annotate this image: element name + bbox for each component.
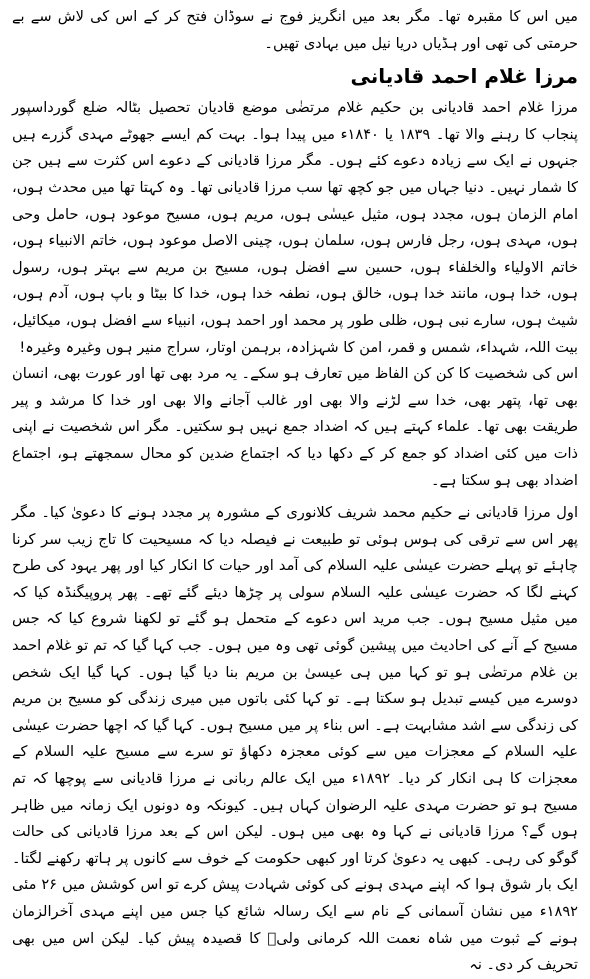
intro-paragraph: میں اس کا مقبرہ تھا۔ مگر بعد میں انگریز فوج نے سوڈان فتح کر کے اس کی لاش سے بے حرمتی کی تھی اور ہڈیاں دریا نیل میں بہادی تھیں۔ — [12, 8, 578, 52]
section-heading: مرزا غلام احمد قادیانی — [350, 64, 578, 89]
paragraph-personality: اس کی شخصیت کا کن کن الفاظ میں تعارف ہو سکے۔ یہ مرد بھی تھا اور عورت بھی، انسان بھی تھا، پتھر بھی، خدا سے لڑنے والا بھی اور غالب آجانے والا بھی اور خدا کا مرشد و پیر طریقت بھی تھا۔ علماء کہتے ہیں کہ اضداد جمع نہیں ہو سکتیں۔ مگر اس شخصیت نے اپنی ذات میں کئی اضداد کو جمع کر کے دکھا دیا کہ اجتماع ضدین کو محال سمجھتے ہو، اجتماع اضداد بھی ہو سکتا ہے۔ — [12, 365, 578, 489]
paragraph-biography: مرزا غلام احمد قادیانی بن حکیم غلام مرتضٰی موضع قادیان تحصیل بٹالہ ضلع گورداسپور پنجاب کا رہنے والا تھا۔ ۱۸۳۹ یا ۱۸۴۰ء میں پیدا ہوا۔ بہت کم ایسے جھوٹے مہدی گزرے ہیں جنہوں نے ایک سے زیادہ دعوے کئے ہوں۔ مگر مرزا قادیانی کے دعوے اس کثرت سے ہیں جن کا شمار نہیں۔ دنیا جہاں میں جو کچھ تھا سب مرزا قادیانی تھا۔ وہ کہتا تھا میں محدث ہوں، امام الزمان ہوں، مجدد ہوں، مثیل عیسٰی ہوں، مریم ہوں، مسیح موعود ہوں، حامل وحی ہوں، مہدی ہوں، رجل فارس ہوں، سلمان ہوں، چینی الاصل موعود ہوں، خاتم الانبیاء ہوں، خاتم الاولیاء والخلفاء ہوں، حسین سے افضل ہوں، مسیح بن مریم سے بہتر ہوں، رسول ہوں، خدا ہوں، مانند خدا ہوں، خالق ہوں، نطفہ خدا ہوں، خدا کا بیٹا و باپ ہوں، آدم ہوں، شیث ہوں، سارے نبی ہوں، ظلی طور پر محمد اور احمد ہوں، انبیاء سے افضل ہوں، میکائیل، بیت اللہ، شہداء، شمس و قمر، امن کا شہزادہ، برہمن اوتار، سراج منیر ہوں وغیرہ وغیرہ! — [12, 99, 578, 356]
paragraph-claims: اول مرزا قادیانی نے حکیم محمد شریف کلانوری کے مشورہ پر مجدد ہونے کا دعویٰ کیا۔ مگر پھر اس سے ترقی کی ہوس ہوئی تو طبیعت نے فیصلہ دیا کہ مسیحیت کا تاج زیب سر کرنا چاہئے تو پہلے حضرت عیسٰی علیہ السلام کی آمد اور حیات کا انکار کیا اور پھر یہود کی طرح کہنے لگا کہ حضرت عیسٰی علیہ السلام سولی پر چڑھا دیئے گئے تھے۔ پھر پروپیگنڈہ کیا کہ میں مثیل مسیح ہوں۔ جب مرید اس دعوے کے متحمل ہو گئے تو لکھنا شروع کیا کہ جس مسیح کے آنے کی احادیث میں پیشین گوئی تھی وہ میں ہوں۔ جب کہا گیا کہ تم تو غلام احمد بن غلام مرتضٰی ہو تو کہا میں ہی عیسیٰ بن مریم بنا دیا گیا ہوں۔ کہا گیا ایک شخص دوسرے میں کیسے تبدیل ہو سکتا ہے۔ تو کہا کئی باتوں میں میری زندگی کو مسیح بن مریم کی زندگی سے اشد مشابہت ہے۔ اس بناء پر میں مسیح ہوں۔ کہا گیا کہ اچھا حضرت عیسٰی علیہ السلام کے معجزات میں سے کوئی معجزہ دکھاؤ تو سرے سے مسیح علیہ السلام کے معجزات کا ہی انکار کر دیا۔ ۱۸۹۲ء میں ایک عالم ربانی نے مرزا قادیانی سے پوچھا کہ تم مسیح ہو تو حضرت مہدی علیہ الرضوان کہاں ہیں۔ کیونکہ وہ دونوں ایک زمانہ میں ظاہر ہوں گے؟ مرزا قادیانی نے کہا وہ بھی میں ہوں۔ لیکن اس کے بعد مرزا قادیانی کی حالت گوگو کی رہی۔ کبھی یہ دعویٰ کرتا اور کبھی حکومت کے خوف سے کانوں پر ہاتھ رکھنے لگتا۔ ایک بار شوق ہوا کہ اپنے مہدی ہونے کی کوئی شہادت پیش کرے تو اس کوشش میں ۲۶ مئی ۱۸۹۲ء میں نشان آسمانی کے نام سے ایک رسالہ شائع کیا جس میں اپنے مہدی آخرالزمان ہونے کے ثبوت میں شاہ نعمت اللہ کرمانی ولیؒ کا قصیدہ پیش کیا۔ لیکن اس میں بھی تحریف کر دی۔ نہ — [12, 504, 578, 974]
